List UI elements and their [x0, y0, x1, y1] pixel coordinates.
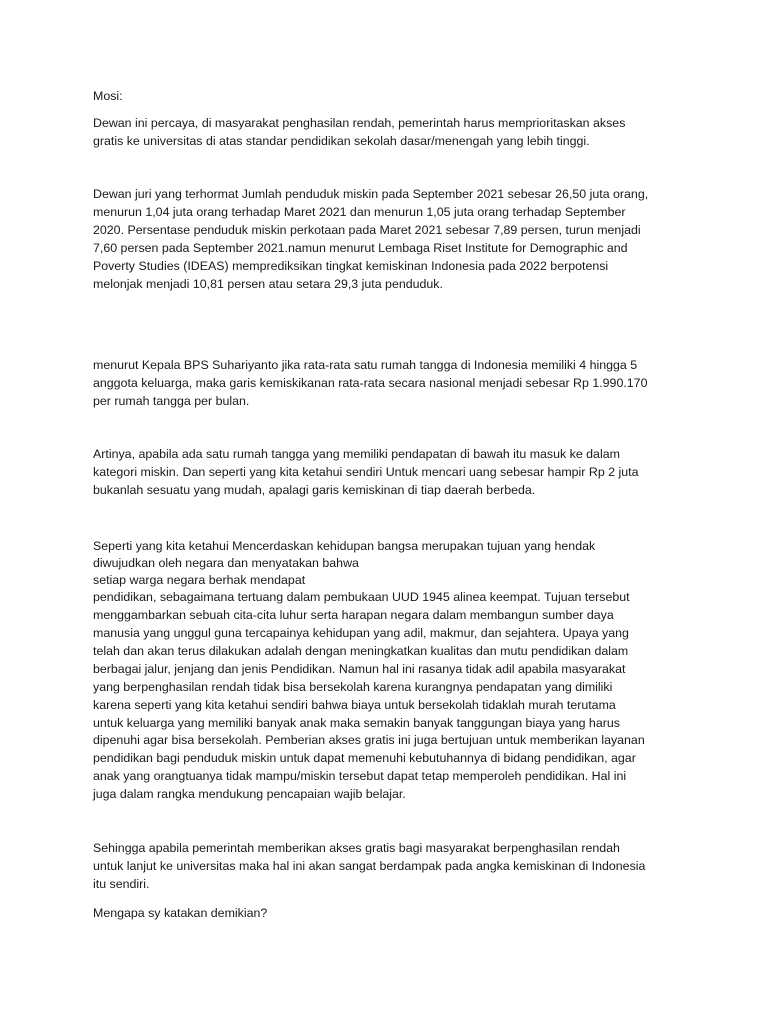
paragraph-line: untuk lanjut ke universitas maka hal ini akan sangat berdampak pada angka kemiskinan di Indonesia — [93, 859, 646, 873]
paragraph-line: itu sendiri. — [93, 877, 150, 891]
paragraph-line: 2020. Persentase penduduk miskin perkotaan pada Maret 2021 sebesar 7,89 persen, turun menjadi — [93, 223, 641, 237]
paragraph-line: melonjak menjadi 10,81 persen atau setara 29,3 juta penduduk. — [93, 277, 443, 291]
paragraph-line: yang berpenghasilan rendah tidak bisa bersekolah karena kurangnya pendapatan yang dimiliki — [93, 680, 613, 694]
paragraph-line: anggota keluarga, maka garis kemiskikanan rata-rata secara nasional menjadi sebesar Rp 1.990.170 — [93, 376, 648, 390]
paragraph-line: manusia yang unggul guna tercapainya kehidupan yang adil, makmur, dan sejahtera. Upaya yang — [93, 626, 629, 640]
paragraph-line: untuk keluarga yang memiliki banyak anak maka semakin banyak tanggungan biaya yang harus — [93, 716, 620, 730]
paragraph-line: menurun 1,04 juta orang terhadap Maret 2021 dan menurun 1,05 juta orang terhadap September — [93, 205, 626, 219]
paragraph-line: bukanlah sesuatu yang mudah, apalagi garis kemiskinan di tiap daerah berbeda. — [93, 483, 536, 497]
paragraph-line: per rumah tangga per bulan. — [93, 394, 250, 408]
paragraph-line: karena seperti yang kita ketahui sendiri bahwa biaya untuk bersekolah tidaklah murah terutama — [93, 698, 616, 712]
motion-text-line: gratis ke universitas di atas standar pendidikan sekolah dasar/menengah yang lebih tinggi. — [93, 134, 590, 148]
paragraph-line: menggambarkan sebuah cita-cita luhur serta harapan negara dalam membangun sumber daya — [93, 608, 614, 622]
paragraph-line: menurut Kepala BPS Suhariyanto jika rata-rata satu rumah tangga di Indonesia memiliki 4 hingga 5 — [93, 358, 638, 372]
paragraph-line: 7,60 persen pada September 2021.namun menurut Lembaga Riset Institute for Demographic and — [93, 241, 628, 255]
paragraph-line: Poverty Studies (IDEAS) memprediksikan tingkat kemiskinan Indonesia pada 2022 berpotensi — [93, 259, 609, 273]
paragraph-line: pendidikan bagi penduduk miskin untuk dapat memenuhi kebutuhannya di bidang pendidikan, agar — [93, 751, 636, 765]
motion-heading: Mosi: — [93, 89, 123, 103]
paragraph-line: anak yang orangtuanya tidak mampu/miskin tersebut dapat tetap memperoleh pendidikan. Hal ini — [93, 769, 627, 783]
paragraph-line: telah dan akan terus dilakukan adalah dengan meningkatkan kualitas dan mutu pendidikan dalam — [93, 644, 629, 658]
motion-text-line: Dewan ini percaya, di masyarakat penghasilan rendah, pemerintah harus memprioritaskan akses — [93, 116, 626, 130]
paragraph-line: setiap warga negara berhak mendapat — [93, 573, 306, 587]
paragraph-line: Sehingga apabila pemerintah memberikan akses gratis bagi masyarakat berpenghasilan rendah — [93, 841, 620, 855]
closing-question: Mengapa sy katakan demikian? — [93, 906, 268, 920]
paragraph-line: Seperti yang kita ketahui Mencerdaskan kehidupan bangsa merupakan tujuan yang hendak — [93, 539, 596, 553]
paragraph-line: dipenuhi agar bisa bersekolah. Pemberian akses gratis ini juga bertujuan untuk memberikan layanan — [93, 733, 645, 747]
paragraph-line: berbagai jalur, jenjang dan jenis Pendidikan. Namun hal ini rasanya tidak adil apabila masyarakat — [93, 662, 626, 676]
paragraph-line: Artinya, apabila ada satu rumah tangga yang memiliki pendapatan di bawah itu masuk ke dalam — [93, 447, 620, 461]
paragraph-line: kategori miskin. Dan seperti yang kita ketahui sendiri Untuk mencari uang sebesar hampir Rp 2 juta — [93, 465, 639, 479]
paragraph-line: Dewan juri yang terhormat Jumlah penduduk miskin pada September 2021 sebesar 26,50 juta orang, — [93, 187, 649, 201]
paragraph-line: diwujudkan oleh negara dan menyatakan bahwa — [93, 556, 359, 570]
paragraph-line: pendidikan, sebagaimana tertuang dalam pembukaan UUD 1945 alinea keempat. Tujuan tersebut — [93, 590, 630, 604]
paragraph-line: juga dalam rangka mendukung pencapaian wajib belajar. — [93, 787, 406, 801]
